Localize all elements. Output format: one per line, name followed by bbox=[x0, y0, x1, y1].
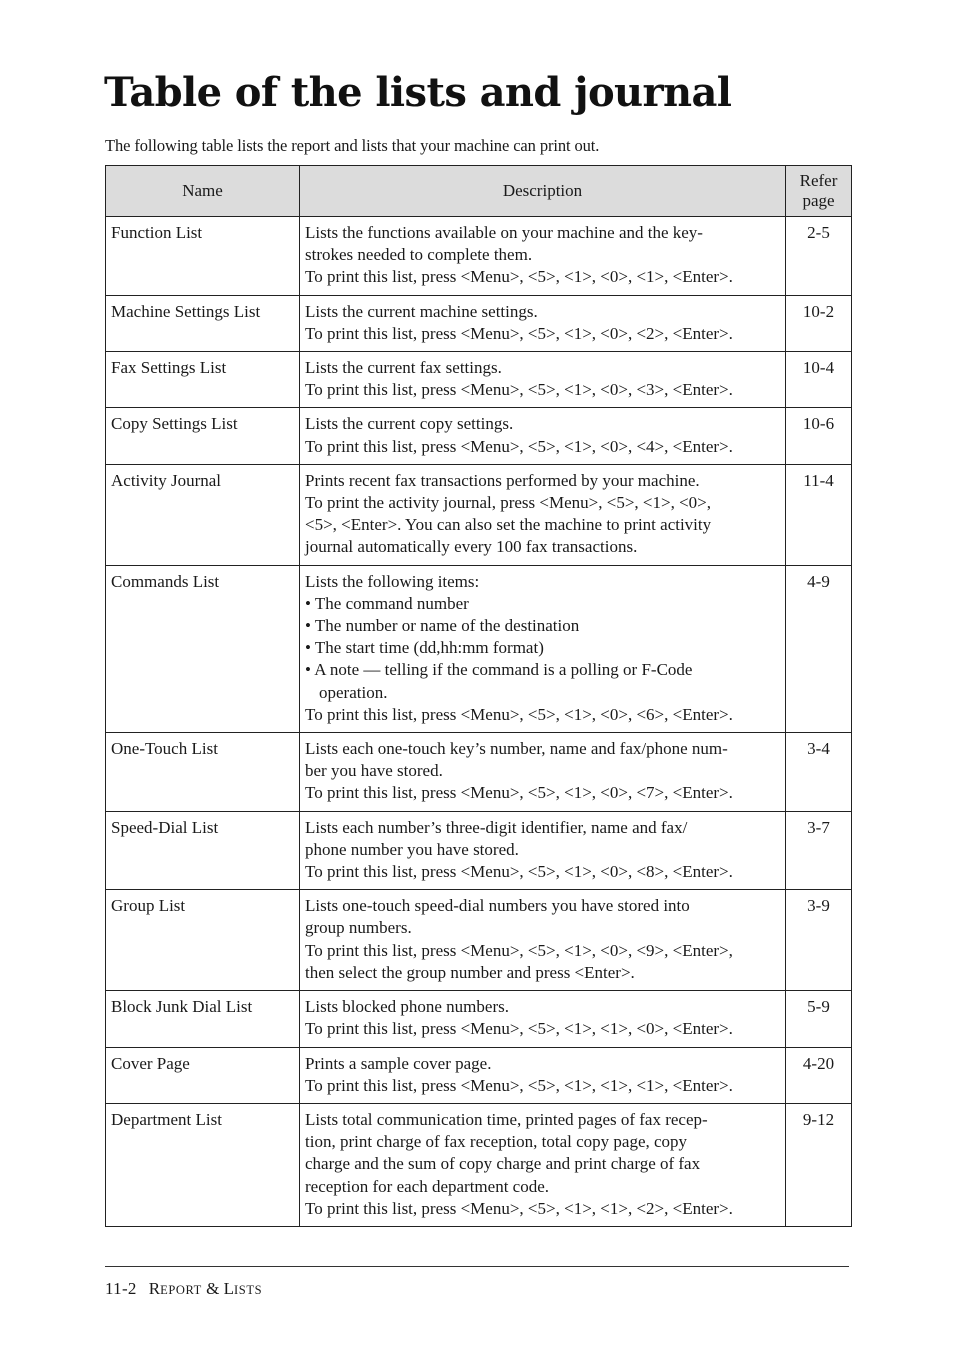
description-line: • A note — telling if the command is a polling or F-Code bbox=[305, 660, 693, 680]
section-amp: & bbox=[206, 1279, 220, 1298]
description-line: To print this list, press <Menu>, <5>, <1>, <0>, <1>, <Enter>. bbox=[305, 267, 733, 287]
description-line: then select the group number and press <Enter>. bbox=[305, 962, 635, 982]
list-name-cell: Activity Journal bbox=[106, 464, 300, 565]
description-line: Lists one-touch speed-dial numbers you have stored into bbox=[305, 896, 690, 916]
refer-page-cell: 9-12 bbox=[786, 1103, 852, 1226]
description-line: To print this list, press <Menu>, <5>, <1>, <0>, <8>, <Enter>. bbox=[305, 862, 733, 882]
section-cap-2: L bbox=[223, 1279, 235, 1298]
table-row bbox=[106, 811, 852, 890]
refer-page-cell: 2-5 bbox=[786, 217, 852, 296]
description-line: journal automatically every 100 fax transactions. bbox=[305, 537, 638, 557]
list-description-cell bbox=[300, 565, 786, 732]
description-line: Lists the current fax settings. bbox=[305, 358, 502, 378]
header-refer-line1: Refer bbox=[799, 171, 838, 190]
list-description-cell bbox=[300, 464, 786, 565]
list-description-cell bbox=[300, 352, 786, 408]
list-description-cell bbox=[300, 408, 786, 464]
description-line: ber you have stored. bbox=[305, 761, 443, 781]
description-line: To print this list, press <Menu>, <5>, <1>, <0>, <3>, <Enter>. bbox=[305, 380, 733, 400]
list-description-cell bbox=[300, 1047, 786, 1103]
table-row bbox=[106, 408, 852, 464]
refer-page-cell: 10-2 bbox=[786, 295, 852, 351]
description-line: operation. bbox=[319, 682, 388, 702]
description-line: Lists the current copy settings. bbox=[305, 414, 514, 434]
description-line: group numbers. bbox=[305, 918, 412, 938]
table-header bbox=[106, 166, 852, 217]
description-line: To print this list, press <Menu>, <5>, <1>, <1>, <1>, <Enter>. bbox=[305, 1075, 733, 1095]
description-line: To print this list, press <Menu>, <5>, <1>, <0>, <4>, <Enter>. bbox=[305, 436, 733, 456]
table-row bbox=[106, 890, 852, 991]
description-line: To print this list, press <Menu>, <5>, <1>, <0>, <9>, <Enter>, bbox=[305, 940, 733, 960]
description-line: To print this list, press <Menu>, <5>, <1>, <0>, <6>, <Enter>. bbox=[305, 704, 733, 724]
description-line: To print this list, press <Menu>, <5>, <1>, <0>, <7>, <Enter>. bbox=[305, 783, 733, 803]
description-line: To print the activity journal, press <Menu>, <5>, <1>, <0>, bbox=[305, 493, 712, 513]
description-line: Lists the following items: bbox=[305, 571, 480, 591]
table-body bbox=[106, 217, 852, 1227]
table-row bbox=[106, 295, 852, 351]
list-description-cell bbox=[300, 811, 786, 890]
table-row bbox=[106, 464, 852, 565]
list-description-cell bbox=[300, 1103, 786, 1226]
intro-text: The following table lists the report and lists that your machine can print out. bbox=[105, 136, 600, 155]
table-row bbox=[106, 991, 852, 1047]
section-cap-1: R bbox=[148, 1279, 161, 1298]
footer-divider bbox=[105, 1266, 849, 1267]
page-number: 11-2 bbox=[105, 1279, 137, 1298]
list-description-cell bbox=[300, 890, 786, 991]
description-line: Lists the functions available on your machine and the key- bbox=[305, 223, 703, 242]
list-name-cell: Speed-Dial List bbox=[106, 811, 300, 890]
description-line: Lists total communication time, printed pages of fax recep- bbox=[305, 1109, 708, 1129]
page-footer bbox=[105, 1278, 262, 1301]
page-title: Table of the lists and journal bbox=[104, 69, 732, 116]
refer-page-cell: 4-9 bbox=[786, 565, 852, 732]
refer-page-cell: 4-20 bbox=[786, 1047, 852, 1103]
section-rest-1: EPORT bbox=[160, 1283, 202, 1297]
list-name-cell: Block Junk Dial List bbox=[106, 991, 300, 1047]
description-line: To print this list, press <Menu>, <5>, <1>, <0>, <2>, <Enter>. bbox=[305, 323, 733, 343]
table-row bbox=[106, 1047, 852, 1103]
header-refer-page bbox=[786, 166, 852, 217]
table-row bbox=[106, 565, 852, 732]
description-line: To print this list, press <Menu>, <5>, <1>, <1>, <2>, <Enter>. bbox=[305, 1198, 733, 1218]
description-line: To print this list, press <Menu>, <5>, <1>, <1>, <0>, <Enter>. bbox=[305, 1019, 733, 1039]
list-name-cell: Cover Page bbox=[106, 1047, 300, 1103]
description-line: Lists blocked phone numbers. bbox=[305, 997, 509, 1017]
description-line: phone number you have stored. bbox=[305, 839, 519, 859]
table-row bbox=[106, 217, 852, 296]
list-description-cell bbox=[300, 991, 786, 1047]
refer-page-cell: 10-4 bbox=[786, 352, 852, 408]
list-name-cell: Commands List bbox=[106, 565, 300, 732]
header-row bbox=[106, 166, 852, 217]
description-line: <5>, <Enter>. You can also set the machine to print activity bbox=[305, 515, 712, 535]
refer-page-cell: 3-9 bbox=[786, 890, 852, 991]
refer-page-cell: 5-9 bbox=[786, 991, 852, 1047]
header-refer-line2: page bbox=[802, 191, 835, 210]
description-line: • The number or name of the destination bbox=[305, 616, 580, 636]
list-name-cell: Group List bbox=[106, 890, 300, 991]
description-line: Lists each one-touch key’s number, name and fax/phone num- bbox=[305, 739, 728, 759]
description-line: Prints a sample cover page. bbox=[305, 1053, 492, 1073]
refer-page-cell: 3-4 bbox=[786, 733, 852, 812]
list-description-cell bbox=[300, 733, 786, 812]
description-line: charge and the sum of copy charge and print charge of fax bbox=[305, 1154, 701, 1174]
lists-table bbox=[105, 165, 852, 1227]
header-description: Description bbox=[300, 166, 786, 217]
list-name-cell: Department List bbox=[106, 1103, 300, 1226]
description-line: • The start time (dd,hh:mm format) bbox=[305, 638, 544, 658]
list-name-cell: Function List bbox=[106, 217, 300, 296]
description-line: Lists each number’s three-digit identifier, name and fax/ bbox=[305, 817, 688, 837]
description-line: reception for each department code. bbox=[305, 1176, 550, 1196]
table-row bbox=[106, 352, 852, 408]
refer-page-cell: 11-4 bbox=[786, 464, 852, 565]
description-line: strokes needed to complete them. bbox=[305, 245, 533, 265]
description-line: Lists the current machine settings. bbox=[305, 301, 538, 321]
description-line: • The command number bbox=[305, 593, 469, 613]
list-description-cell bbox=[300, 295, 786, 351]
list-name-cell: Copy Settings List bbox=[106, 408, 300, 464]
header-name: Name bbox=[106, 166, 300, 217]
description-line: Prints recent fax transactions performed by your machine. bbox=[305, 470, 700, 490]
table-row bbox=[106, 733, 852, 812]
list-description-cell bbox=[300, 217, 786, 296]
list-name-cell: One-Touch List bbox=[106, 733, 300, 812]
refer-page-cell: 3-7 bbox=[786, 811, 852, 890]
list-name-cell: Machine Settings List bbox=[106, 295, 300, 351]
list-name-cell: Fax Settings List bbox=[106, 352, 300, 408]
refer-page-cell: 10-6 bbox=[786, 408, 852, 464]
table-row bbox=[106, 1103, 852, 1226]
section-rest-2: ISTS bbox=[234, 1283, 263, 1297]
description-line: tion, print charge of fax reception, total copy page, copy bbox=[305, 1132, 688, 1152]
